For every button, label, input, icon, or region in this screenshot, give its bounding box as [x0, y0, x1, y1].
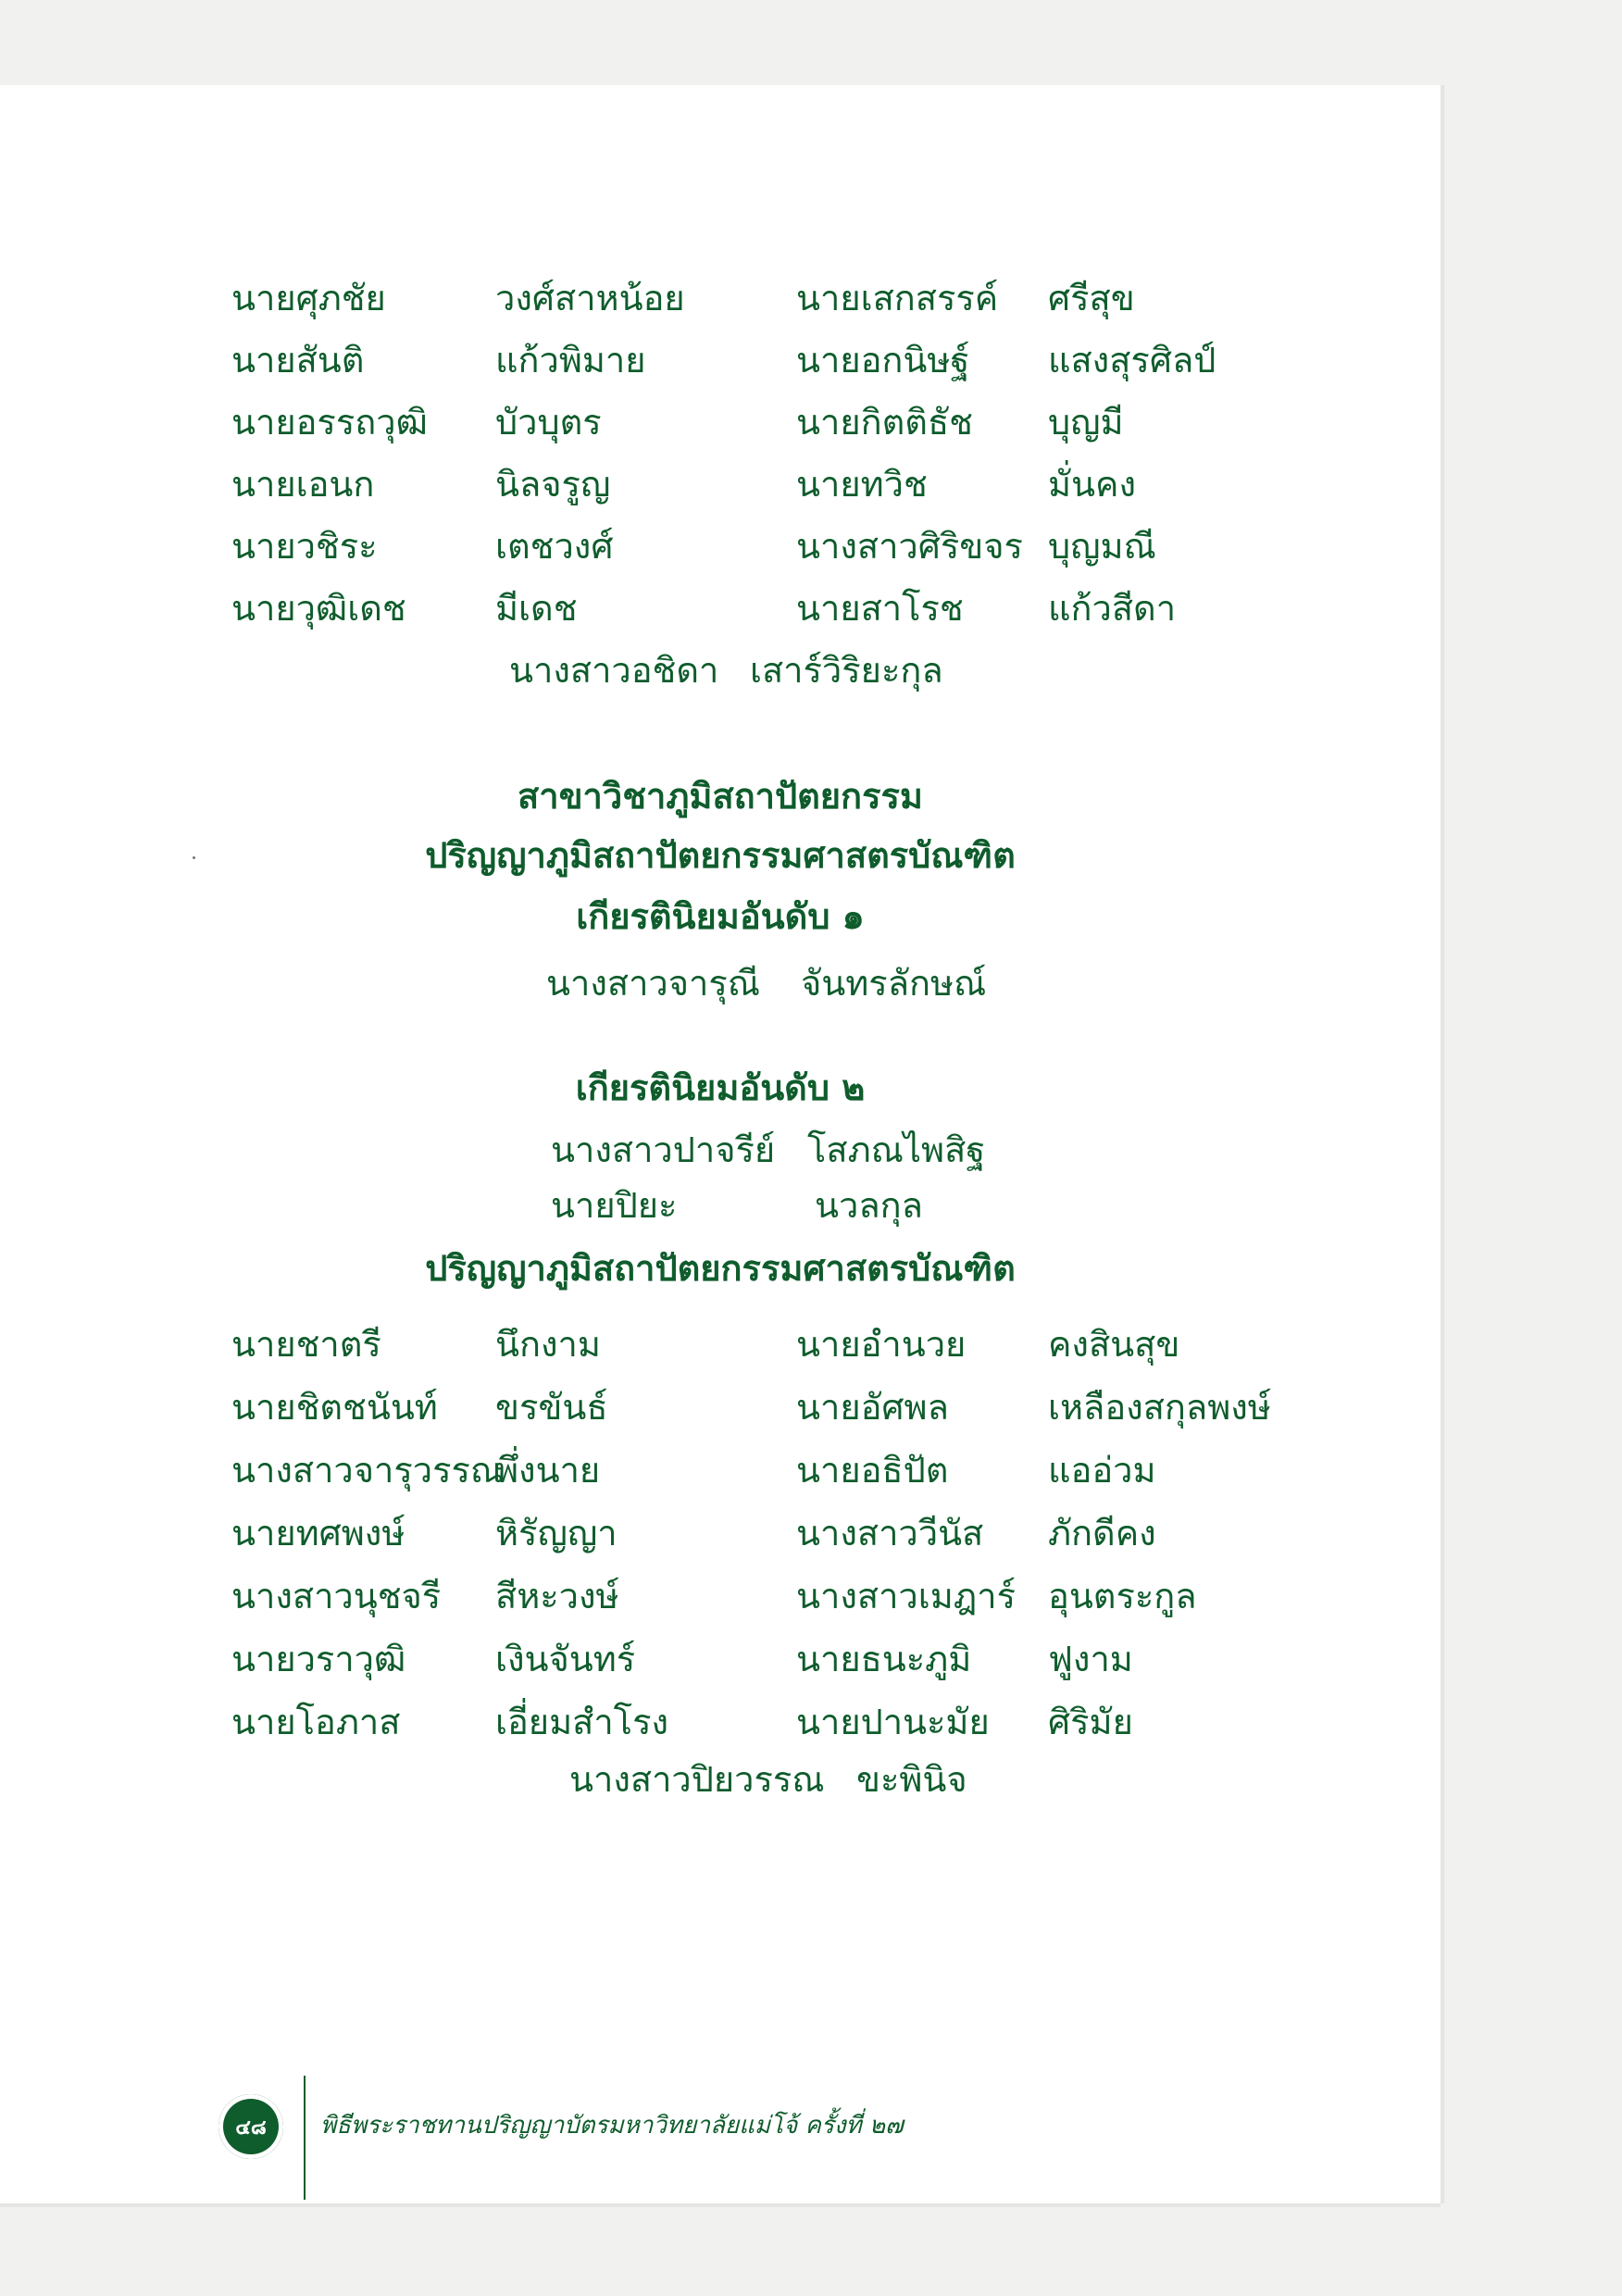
first-name: นายสาโรช: [796, 588, 964, 629]
first-name: นายชาตรี: [231, 1324, 381, 1365]
first-name: นายปานะมัย: [796, 1702, 990, 1742]
footer-divider: [304, 2076, 306, 2200]
last-name: สีหะวงษ์: [495, 1576, 619, 1616]
first-name: นายทศพงษ์: [231, 1513, 406, 1554]
last-name: บุญมณี: [1048, 526, 1156, 567]
page-number: ๔๘: [235, 2115, 267, 2140]
first-name: นายปิยะ: [551, 1185, 678, 1226]
first-name: นายธนะภูมิ: [796, 1639, 972, 1679]
last-name: เสาร์วิริยะกุล: [750, 650, 943, 691]
last-name: ฟูงาม: [1048, 1639, 1133, 1679]
first-name: นายอกนิษฐ์: [796, 340, 970, 381]
last-name: หิรัญญา: [495, 1513, 618, 1554]
last-name: เตชวงศ์: [495, 526, 614, 567]
last-name: นึกงาม: [495, 1324, 601, 1365]
first-name: นายโอภาส: [231, 1702, 401, 1742]
first-name: นายทวิช: [796, 464, 928, 505]
first-name: นางสาวจารุณี: [546, 963, 761, 1004]
first-name: นายวชิระ: [231, 526, 378, 567]
honor-1-heading: เกียรตินิยมอันดับ ๑: [576, 896, 865, 937]
first-name: นางสาวจารุวรรณ: [231, 1450, 504, 1491]
last-name: แก้วสีดา: [1048, 588, 1177, 629]
first-name: นายศุภชัย: [231, 278, 386, 318]
last-name: แสงสุรศิลป์: [1048, 340, 1216, 381]
first-name: นางสาวศิริขจร: [796, 526, 1023, 567]
first-name: นายกิตติธัช: [796, 402, 973, 443]
first-name: นายวราวุฒิ: [231, 1639, 406, 1679]
first-name: นางสาวปาจรีย์: [551, 1129, 776, 1170]
last-name: พึ่งนาย: [495, 1450, 601, 1491]
last-name: คงสินสุข: [1048, 1324, 1180, 1365]
last-name: เหลืองสกุลพงษ์: [1048, 1387, 1271, 1428]
last-name: วงศ์สาหน้อย: [495, 278, 685, 318]
first-name: นางสาวอชิดา: [509, 650, 719, 691]
last-name: จันทรลักษณ์: [801, 963, 987, 1004]
first-name: นายสันติ: [231, 340, 365, 381]
first-name: นายอรรถวุฒิ: [231, 402, 428, 443]
last-name: บุญมี: [1048, 402, 1124, 443]
page-number-seal: [218, 2094, 283, 2159]
last-name: มีเดช: [495, 588, 578, 629]
last-name: บัวบุตร: [495, 402, 602, 443]
last-name: ศิริมัย: [1048, 1702, 1133, 1742]
last-name: นวลกุล: [815, 1185, 923, 1226]
first-name: นายเอนก: [231, 464, 375, 505]
degree-heading: ปริญญาภูมิสถาปัตยกรรมศาสตรบัณฑิต: [425, 835, 1016, 876]
first-name: นายอำนวย: [796, 1324, 967, 1365]
first-name: นางสาวเมฎาร์: [796, 1576, 1017, 1616]
last-name: โสภณไพสิฐ: [807, 1129, 986, 1170]
first-name: นายชิตชนันท์: [231, 1387, 438, 1428]
first-name: นายอัศพล: [796, 1387, 949, 1428]
first-name: นางสาวนุชจรี: [231, 1576, 442, 1616]
last-name: เงินจันทร์: [495, 1639, 636, 1679]
last-name: อุนตระกูล: [1048, 1576, 1197, 1616]
last-name: ภักดีคง: [1048, 1513, 1156, 1554]
first-name: นายเสกสรรค์: [796, 278, 999, 318]
last-name: ศรีสุข: [1048, 278, 1135, 318]
last-name: ขะพินิจ: [856, 1759, 967, 1800]
major-heading: สาขาวิชาภูมิสถาปัตยกรรม: [518, 776, 923, 817]
honor-2-heading: เกียรตินิยมอันดับ ๒: [575, 1067, 866, 1108]
last-name: แก้วพิมาย: [495, 340, 646, 381]
last-name: แออ่วม: [1048, 1450, 1156, 1491]
first-name: นางสาววีนัส: [796, 1513, 984, 1554]
first-name: นายอธิปัต: [796, 1450, 949, 1491]
first-name: นางสาวปิยวรรณ: [569, 1759, 825, 1800]
last-name: มั่นคง: [1048, 464, 1136, 505]
footer-caption: พิธีพระราชทานปริญญาบัตรมหาวิทยาลัยแม่โจ้ ครั้งที่ ๒๗: [320, 2112, 904, 2140]
last-name: เอี่ยมสำโรง: [495, 1702, 669, 1742]
first-name: นายวุฒิเดช: [231, 588, 406, 629]
last-name: ขรขันธ์: [495, 1387, 608, 1428]
degree-heading-2: ปริญญาภูมิสถาปัตยกรรมศาสตรบัณฑิต: [425, 1248, 1016, 1289]
last-name: นิลจรูญ: [495, 464, 611, 505]
document-page: [0, 85, 1441, 2203]
